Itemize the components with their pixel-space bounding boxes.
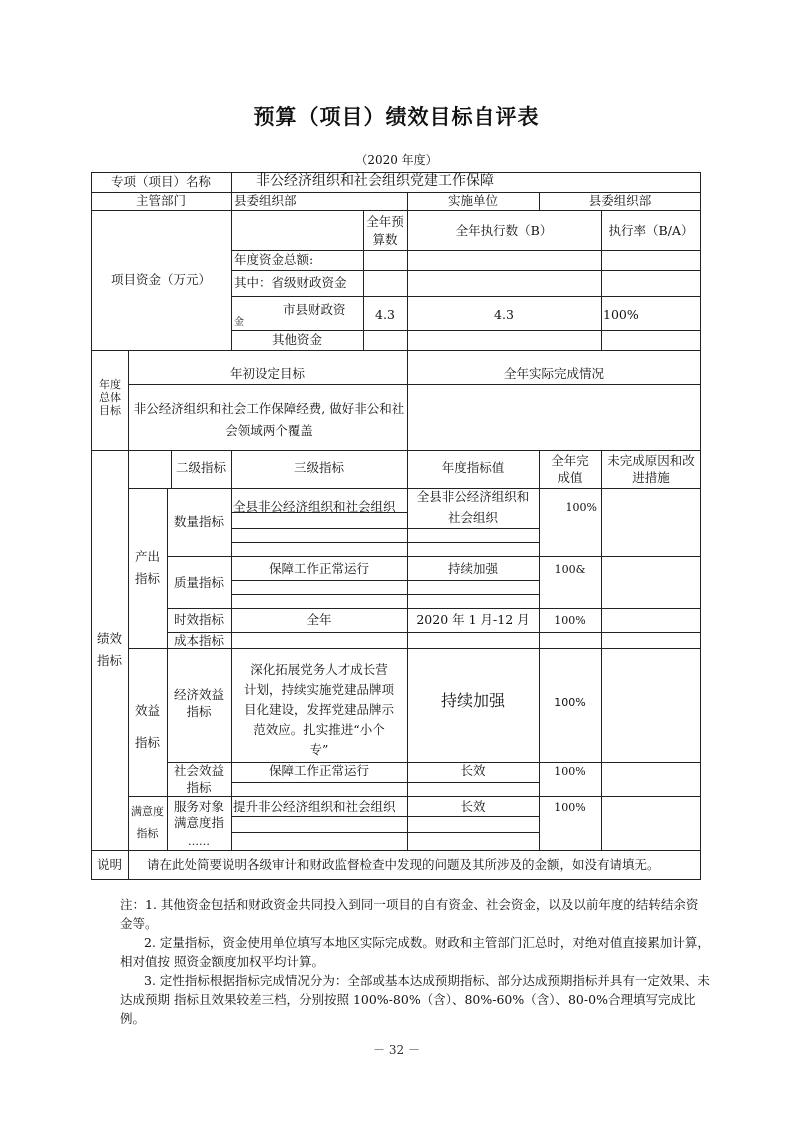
project-name-label: 专项（项目）名称 bbox=[110, 174, 211, 189]
service-level3: 提升非公经济组织和社会组织 bbox=[233, 799, 396, 814]
budget-header-1: 全年预 bbox=[366, 214, 404, 229]
performance-label-2: 指标 bbox=[96, 653, 122, 668]
quality-indicator: 质量指标 bbox=[173, 575, 224, 590]
service-completion: 100% bbox=[554, 801, 586, 814]
impl-unit-value: 县委组织部 bbox=[588, 193, 652, 208]
quality-level3: 保障工作正常运行 bbox=[268, 561, 369, 576]
timeliness-target: 2020 年 1 月-12 月 bbox=[416, 612, 530, 627]
timeliness-level3: 全年 bbox=[306, 612, 332, 627]
page-title: 预算（项目）绩效目标自评表 bbox=[253, 105, 540, 129]
output-label-1: 产出 bbox=[134, 549, 160, 564]
target-value-header: 年度指标值 bbox=[441, 460, 505, 475]
project-name-value: 非公经济组织和社会组织党建工作保障 bbox=[256, 173, 494, 189]
economic-indicator-2: 指标 bbox=[186, 704, 212, 719]
city-exec-value: 4.3 bbox=[494, 307, 514, 322]
timeliness-completion: 100% bbox=[554, 614, 586, 627]
social-level3: 保障工作正常运行 bbox=[268, 763, 369, 778]
impl-unit-label: 实施单位 bbox=[447, 193, 498, 208]
exec-header: 全年执行数（B） bbox=[455, 223, 553, 238]
level2-header: 二级指标 bbox=[175, 460, 226, 475]
year-label: （2020 年度） bbox=[355, 153, 438, 167]
note-2: 2. 定量指标，资金使用单位填写本地区实际完成数。财政和主管部门汇总时，对绝对值直接累加计算，相对值按 照资金额度加权平均计算。 bbox=[120, 935, 710, 969]
provincial-funds-label: 其中：省级财政资金 bbox=[234, 275, 347, 290]
economic-level3-1: 深化拓展党务人才成长营 bbox=[250, 662, 388, 677]
total-funds-label: 年度资金总额: bbox=[234, 252, 314, 267]
note-3: 3. 定性指标根据指标完成情况分为：全部或基本达成预期指标、部分达成预期指标并具有一定效果、未达成预期 指标且效果较差三档，分别按照 100%-80%（含）、80%-60%（含）、80-0%合理填写完成比例。 bbox=[120, 973, 710, 1026]
social-completion: 100% bbox=[554, 765, 586, 778]
economic-target: 持续加强 bbox=[440, 691, 505, 710]
economic-completion: 100% bbox=[554, 696, 586, 709]
satisfaction-label-2: 指标 bbox=[136, 827, 159, 840]
service-indicator-2: 满意度指 bbox=[173, 815, 224, 830]
quantity-target-2: 社会组织 bbox=[447, 510, 498, 525]
reason-header-1: 未完成原因和改 bbox=[607, 453, 695, 468]
annual-goal-label: 年度总体目标 bbox=[99, 378, 121, 417]
social-target: 长效 bbox=[460, 763, 486, 778]
remark-label: 说明 bbox=[96, 857, 122, 872]
remark-text: 请在此处简要说明各级审计和财政监督检查中发现的问题及其所涉及的金额，如没有请填无。 bbox=[147, 857, 660, 872]
output-label-2: 指标 bbox=[134, 571, 160, 586]
quantity-target-1: 全县非公经济组织和 bbox=[416, 489, 530, 504]
quality-completion: 100& bbox=[554, 563, 586, 576]
economic-indicator-1: 经济效益 bbox=[173, 687, 224, 702]
page-number: － 32 － bbox=[373, 1043, 420, 1057]
quality-target: 持续加强 bbox=[447, 561, 498, 576]
initial-goal-header: 年初设定目标 bbox=[229, 366, 305, 381]
completion-header-2: 成值 bbox=[557, 470, 583, 485]
dept-label: 主管部门 bbox=[135, 193, 186, 208]
economic-level3-4: 范效应。扎实推进“小个 bbox=[253, 722, 385, 737]
other-funds-label: 其他资金 bbox=[271, 332, 322, 347]
note-1: 注：1. 其他资金包括和财政资金共同投入到同一项目的自有资金、社会资金，以及以前年度的结转结余资金等。 bbox=[120, 897, 699, 931]
effect-label-2: 指标 bbox=[134, 735, 160, 750]
service-indicator-1: 服务对象 bbox=[173, 799, 224, 814]
actual-result-header: 全年实际完成情况 bbox=[503, 366, 604, 381]
economic-level3-5: 专” bbox=[309, 742, 329, 757]
city-funds-label-tail: 金 bbox=[234, 317, 244, 328]
social-indicator-2: 指标 bbox=[186, 780, 212, 795]
self-evaluation-table bbox=[91, 172, 701, 880]
performance-label-1: 绩效 bbox=[96, 631, 122, 646]
city-rate-value: 100% bbox=[603, 307, 639, 322]
quantity-completion: 100% bbox=[565, 501, 597, 514]
quantity-level3: 全县非公经济组织和社会组织 bbox=[233, 499, 396, 514]
service-target: 长效 bbox=[460, 799, 486, 814]
economic-level3-2: 计划，持续实施党建品牌项 bbox=[243, 682, 394, 697]
city-funds-label: 市县财政资 bbox=[283, 302, 346, 317]
economic-level3-3: 目化建设，发挥党建品牌示 bbox=[243, 702, 394, 717]
funds-label: 项目资金（万元） bbox=[110, 272, 211, 287]
initial-goal-text: 非公经济组织和社会工作保障经费, 做好非公和社会领域两个覆盖 bbox=[133, 401, 405, 438]
dept-value: 县委组织部 bbox=[234, 193, 297, 208]
city-budget-value: 4.3 bbox=[375, 307, 395, 322]
service-indicator-3: …… bbox=[188, 835, 210, 848]
cost-indicator: 成本指标 bbox=[173, 633, 224, 648]
satisfaction-label-1: 满意度 bbox=[131, 805, 164, 818]
timeliness-indicator: 时效指标 bbox=[173, 612, 224, 627]
reason-header-2: 进措施 bbox=[632, 470, 670, 485]
rate-header: 执行率（B/A） bbox=[608, 223, 694, 238]
social-indicator-1: 社会效益 bbox=[173, 763, 224, 778]
level3-header: 三级指标 bbox=[293, 460, 344, 475]
notes bbox=[120, 895, 710, 1028]
completion-header-1: 全年完 bbox=[551, 453, 589, 468]
budget-header-2: 算数 bbox=[372, 232, 398, 247]
quantity-indicator: 数量指标 bbox=[173, 514, 224, 529]
effect-label-1: 效益 bbox=[134, 703, 160, 718]
